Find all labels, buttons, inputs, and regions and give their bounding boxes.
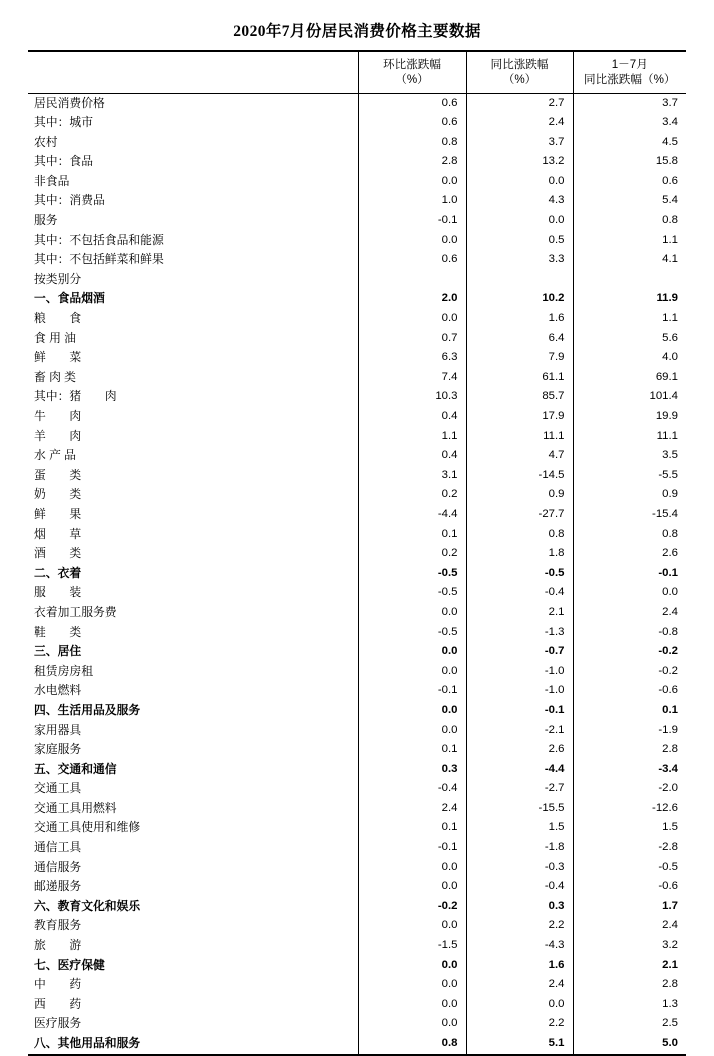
row-label: 非食品 [28, 172, 358, 192]
table-row [28, 113, 686, 133]
row-value-cumulative: 0.9 [662, 488, 678, 501]
table-row [28, 818, 686, 838]
table-row [28, 740, 686, 760]
row-label: 衣着加工服务费 [28, 603, 358, 623]
row-value-yoy: 10.2 [466, 289, 573, 309]
row-value-cumulative: 1.5 [662, 821, 678, 834]
row-value-yoy: 61.1 [466, 368, 573, 388]
row-value-mom: 0.4 [358, 407, 466, 427]
row-value-cumulative: 4.1 [662, 253, 678, 266]
row-label: 酒 类 [28, 544, 358, 564]
row-label: 七、医疗保健 [28, 956, 358, 976]
row-label: 交通工具用燃料 [28, 799, 358, 819]
table-container [28, 42, 686, 1056]
row-value-yoy [466, 270, 573, 290]
row-value-yoy: -0.3 [466, 858, 573, 878]
row-value-cumulative: 69.1 [655, 370, 678, 383]
row-label: 烟 草 [28, 525, 358, 545]
row-value-cumulative: 4.0 [662, 351, 678, 364]
row-label: 邮递服务 [28, 877, 358, 897]
row-value-cumulative: 2.5 [662, 1017, 678, 1030]
row-label: 二、衣着 [28, 564, 358, 584]
row-label: 家庭服务 [28, 740, 358, 760]
row-label: 牛 肉 [28, 407, 358, 427]
row-value-cumulative: -2.0 [658, 782, 678, 795]
row-value-yoy: 13.2 [466, 152, 573, 172]
cpi-main-data-table [28, 50, 686, 1056]
table-row [28, 329, 686, 349]
row-value-cumulative: 19.9 [655, 410, 678, 422]
table-row [28, 975, 686, 995]
row-value-cumulative: 0.8 [662, 214, 678, 227]
row-value-mom: 0.0 [358, 642, 466, 662]
row-value-cumulative: 1.1 [662, 312, 678, 325]
page-title: 2020年7月份居民消费价格主要数据 [233, 23, 481, 40]
table-row [28, 172, 686, 192]
table-row [28, 446, 686, 466]
row-label: 中 药 [28, 975, 358, 995]
row-value-yoy: 0.0 [466, 172, 573, 192]
row-value-mom: 0.8 [358, 133, 466, 153]
row-value-yoy: 0.0 [466, 211, 573, 231]
row-label: 蛋 类 [28, 466, 358, 486]
row-label: 西 药 [28, 995, 358, 1015]
row-value-yoy: 0.9 [466, 485, 573, 505]
table-row [28, 368, 686, 388]
row-value-cumulative: -3.4 [658, 762, 678, 775]
table-row [28, 995, 686, 1015]
row-value-cumulative: -15.4 [652, 507, 678, 520]
table-row [28, 897, 686, 917]
table-row [28, 858, 686, 878]
row-value-cumulative: 4.5 [662, 135, 678, 148]
row-value-yoy: -1.0 [466, 662, 573, 682]
row-label: 通信工具 [28, 838, 358, 858]
table-row [28, 916, 686, 936]
table-row [28, 211, 686, 231]
row-label: 三、居住 [28, 642, 358, 662]
row-value-cumulative: 3.5 [662, 449, 678, 462]
row-value-cumulative: 3.2 [662, 939, 678, 952]
header-yoy-unit: （%） [502, 73, 537, 87]
row-value-mom: 0.0 [358, 309, 466, 329]
header-mom-unit: （%） [395, 73, 429, 87]
row-value-mom: 1.0 [358, 191, 466, 211]
table-row [28, 779, 686, 799]
row-value-cumulative: -0.6 [658, 880, 678, 893]
row-value-yoy: 11.1 [466, 427, 573, 447]
row-value-cumulative: 2.1 [662, 958, 678, 971]
row-value-mom: 0.0 [358, 995, 466, 1015]
table-row [28, 466, 686, 486]
table-row [28, 133, 686, 153]
row-label: 农村 [28, 133, 358, 153]
row-value-yoy: -1.8 [466, 838, 573, 858]
row-value-yoy: 2.7 [466, 93, 573, 113]
table-row [28, 1014, 686, 1034]
table-row [28, 662, 686, 682]
row-value-yoy: 3.7 [466, 133, 573, 153]
row-value-cumulative [573, 270, 686, 290]
row-value-mom: 1.1 [358, 427, 466, 447]
row-value-mom: 2.4 [358, 799, 466, 819]
header-year-on-year [466, 51, 573, 93]
row-label: 按类别分 [28, 270, 358, 290]
table-row [28, 231, 686, 251]
row-value-mom: 0.0 [358, 721, 466, 741]
row-value-cumulative: 11.9 [656, 292, 678, 305]
table-row [28, 93, 686, 113]
row-label: 通信服务 [28, 858, 358, 878]
row-value-yoy: 3.3 [466, 250, 573, 270]
row-value-mom: 0.2 [358, 485, 466, 505]
row-value-yoy: 1.8 [466, 544, 573, 564]
row-label: 五、交通和通信 [28, 760, 358, 780]
table-row [28, 505, 686, 525]
row-value-yoy: 1.6 [466, 956, 573, 976]
row-value-cumulative: 0.0 [662, 586, 678, 599]
row-value-cumulative: 0.1 [662, 703, 678, 716]
row-value-yoy: -1.0 [466, 681, 573, 701]
row-label: 羊 肉 [28, 427, 358, 447]
row-value-yoy: -0.4 [466, 877, 573, 897]
row-value-cumulative: 2.8 [662, 978, 678, 991]
row-label: 水 产 品 [28, 446, 358, 466]
row-value-cumulative: 0.6 [662, 174, 678, 187]
row-value-mom: 0.0 [358, 701, 466, 721]
table-row [28, 642, 686, 662]
row-value-cumulative: 11.1 [656, 429, 678, 442]
row-label: 畜 肉 类 [28, 368, 358, 388]
table-row [28, 152, 686, 172]
table-row [28, 603, 686, 623]
table-header-row [28, 51, 686, 93]
row-value-cumulative: -0.6 [658, 684, 678, 697]
table-row [28, 564, 686, 584]
table-row [28, 583, 686, 603]
row-label: 六、教育文化和娱乐 [28, 897, 358, 917]
row-label: 服 装 [28, 583, 358, 603]
row-value-mom: 2.8 [358, 152, 466, 172]
row-value-yoy: 1.5 [466, 818, 573, 838]
row-value-yoy: 2.4 [466, 975, 573, 995]
table-row [28, 701, 686, 721]
row-value-yoy: 5.1 [466, 1034, 573, 1055]
row-value-cumulative: 3.4 [662, 116, 678, 129]
table-row [28, 936, 686, 956]
row-value-mom: 0.7 [358, 329, 466, 349]
row-value-cumulative: 5.0 [573, 1034, 686, 1055]
row-value-cumulative: 2.4 [662, 919, 678, 932]
row-value-yoy: 2.4 [466, 113, 573, 133]
row-label: 其中：不包括食品和能源 [28, 231, 358, 251]
table-row [28, 270, 686, 290]
row-value-yoy: -4.3 [466, 936, 573, 956]
row-value-mom: 0.6 [358, 250, 466, 270]
row-value-cumulative: 101.4 [649, 390, 678, 403]
table-row [28, 525, 686, 545]
row-value-mom: 0.0 [358, 916, 466, 936]
table-row [28, 191, 686, 211]
row-value-mom: 0.0 [358, 858, 466, 878]
row-value-yoy: 6.4 [466, 329, 573, 349]
table-row [28, 623, 686, 643]
row-value-yoy: -2.1 [466, 721, 573, 741]
row-value-cumulative: -2.8 [658, 841, 678, 854]
row-value-mom: 7.4 [358, 368, 466, 388]
row-value-yoy: 1.6 [466, 309, 573, 329]
row-label: 其中：消费品 [28, 191, 358, 211]
row-label: 其中：不包括鲜菜和鲜果 [28, 250, 358, 270]
row-value-mom: -0.1 [358, 681, 466, 701]
row-value-yoy: -0.4 [466, 583, 573, 603]
row-value-cumulative: -1.9 [658, 723, 678, 736]
header-mom-title: 环比涨跌幅 [383, 58, 441, 72]
row-value-mom: 0.8 [358, 1034, 466, 1055]
header-label-column [28, 51, 358, 93]
row-value-cumulative: -0.2 [658, 664, 678, 677]
row-value-yoy: 2.1 [466, 603, 573, 623]
table-row [28, 760, 686, 780]
row-value-cumulative: 2.4 [662, 605, 678, 618]
row-label: 居民消费价格 [28, 93, 358, 113]
row-value-yoy: 7.9 [466, 348, 573, 368]
header-yoy-title: 同比涨跌幅 [490, 58, 549, 72]
row-value-yoy: 0.5 [466, 231, 573, 251]
row-value-cumulative: 3.7 [662, 96, 678, 109]
row-value-mom: 0.3 [358, 760, 466, 780]
row-value-mom: 0.0 [358, 877, 466, 897]
row-value-mom: 0.4 [358, 446, 466, 466]
row-value-cumulative: 1.1 [662, 233, 678, 246]
row-value-yoy: 2.2 [466, 916, 573, 936]
row-value-mom: -4.4 [358, 505, 466, 525]
row-value-cumulative: 5.4 [662, 194, 678, 207]
row-value-mom: -0.1 [358, 838, 466, 858]
header-month-on-month [358, 51, 466, 93]
row-value-yoy: 4.7 [466, 446, 573, 466]
row-value-yoy: 0.8 [466, 525, 573, 545]
row-value-mom: 0.0 [358, 1014, 466, 1034]
header-cumulative-yoy [573, 51, 686, 93]
row-label: 粮 食 [28, 309, 358, 329]
table-body [28, 93, 686, 1055]
row-value-mom: 10.3 [358, 387, 466, 407]
row-label: 教育服务 [28, 916, 358, 936]
row-label: 服务 [28, 211, 358, 231]
table-row [28, 799, 686, 819]
row-value-yoy: -0.1 [466, 701, 573, 721]
row-label: 水电燃料 [28, 681, 358, 701]
row-label: 食 用 油 [28, 329, 358, 349]
table-row [28, 309, 686, 329]
row-value-mom: 0.0 [358, 662, 466, 682]
row-value-yoy: -2.7 [466, 779, 573, 799]
row-label: 旅 游 [28, 936, 358, 956]
table-row [28, 877, 686, 897]
row-value-cumulative: -12.6 [652, 801, 678, 814]
table-row [28, 289, 686, 309]
row-label: 其中：食品 [28, 152, 358, 172]
row-value-mom: -0.5 [358, 623, 466, 643]
row-value-mom: -0.1 [358, 211, 466, 231]
row-value-yoy: -27.7 [466, 505, 573, 525]
row-value-mom: 6.3 [358, 348, 466, 368]
row-value-cumulative: -0.1 [658, 566, 678, 579]
row-value-cumulative: 1.3 [662, 997, 678, 1010]
row-value-yoy: -15.5 [466, 799, 573, 819]
row-value-yoy: 0.0 [466, 995, 573, 1015]
row-label: 八、其他用品和服务 [28, 1034, 358, 1055]
row-value-mom: 3.1 [358, 466, 466, 486]
row-label: 家用器具 [28, 721, 358, 741]
row-value-cumulative: 5.6 [662, 331, 678, 344]
row-value-cumulative: 0.8 [662, 527, 678, 540]
row-label: 其中：城市 [28, 113, 358, 133]
row-value-yoy: 0.3 [466, 897, 573, 917]
row-value-yoy: 4.3 [466, 191, 573, 211]
table-row [28, 721, 686, 741]
row-value-yoy: -0.7 [466, 642, 573, 662]
header-cumulative-title: 同比涨跌幅（%） [584, 73, 676, 87]
row-label: 交通工具使用和维修 [28, 818, 358, 838]
row-value-cumulative: -0.2 [658, 645, 678, 658]
row-value-mom: 0.0 [358, 172, 466, 192]
row-label: 四、生活用品及服务 [28, 701, 358, 721]
row-label: 鲜 果 [28, 505, 358, 525]
row-value-mom: -0.5 [358, 564, 466, 584]
row-value-cumulative: -5.5 [658, 468, 678, 481]
table-row [28, 1034, 686, 1055]
row-value-yoy: 85.7 [466, 387, 573, 407]
row-value-yoy: 2.6 [466, 740, 573, 760]
row-value-mom: -0.4 [358, 779, 466, 799]
row-value-cumulative: 2.8 [662, 743, 678, 756]
table-row [28, 544, 686, 564]
row-value-yoy: 2.2 [466, 1014, 573, 1034]
row-value-cumulative: 15.8 [655, 155, 678, 168]
row-value-mom: 2.0 [358, 289, 466, 309]
row-label: 鲜 菜 [28, 348, 358, 368]
row-value-mom: -0.5 [358, 583, 466, 603]
table-row [28, 485, 686, 505]
row-label: 租赁房房租 [28, 662, 358, 682]
table-row [28, 348, 686, 368]
row-label: 其中：猪 肉 [28, 387, 358, 407]
row-value-mom: 0.0 [358, 603, 466, 623]
row-value-yoy: -4.4 [466, 760, 573, 780]
table-row [28, 838, 686, 858]
row-label: 鞋 类 [28, 623, 358, 643]
row-label: 一、食品烟酒 [28, 289, 358, 309]
table-row [28, 956, 686, 976]
row-value-mom: 0.0 [358, 231, 466, 251]
row-value-yoy: -0.5 [466, 564, 573, 584]
row-value-mom: 0.6 [358, 93, 466, 113]
header-cumulative-period: 1－7月 [611, 58, 648, 72]
row-value-mom: 0.1 [358, 525, 466, 545]
row-value-yoy: 17.9 [466, 407, 573, 427]
table-row [28, 407, 686, 427]
row-value-mom: 0.2 [358, 544, 466, 564]
row-value-mom: 0.6 [358, 113, 466, 133]
table-row [28, 387, 686, 407]
row-value-mom: -1.5 [358, 936, 466, 956]
row-value-mom: 0.1 [358, 740, 466, 760]
row-label: 交通工具 [28, 779, 358, 799]
row-label: 医疗服务 [28, 1014, 358, 1034]
row-value-mom: -0.2 [358, 897, 466, 917]
row-value-mom [358, 270, 466, 290]
row-value-cumulative: 2.6 [662, 547, 678, 560]
row-value-mom: 0.0 [358, 956, 466, 976]
row-value-mom: 0.1 [358, 818, 466, 838]
row-value-cumulative: -0.5 [658, 860, 678, 873]
table-header [28, 51, 686, 93]
table-row [28, 681, 686, 701]
row-value-cumulative: 1.7 [662, 899, 678, 912]
row-label: 奶 类 [28, 485, 358, 505]
row-value-cumulative: -0.8 [658, 625, 678, 638]
row-value-yoy: -14.5 [466, 466, 573, 486]
row-value-mom: 0.0 [358, 975, 466, 995]
row-value-yoy: -1.3 [466, 623, 573, 643]
table-row [28, 427, 686, 447]
table-row [28, 250, 686, 270]
